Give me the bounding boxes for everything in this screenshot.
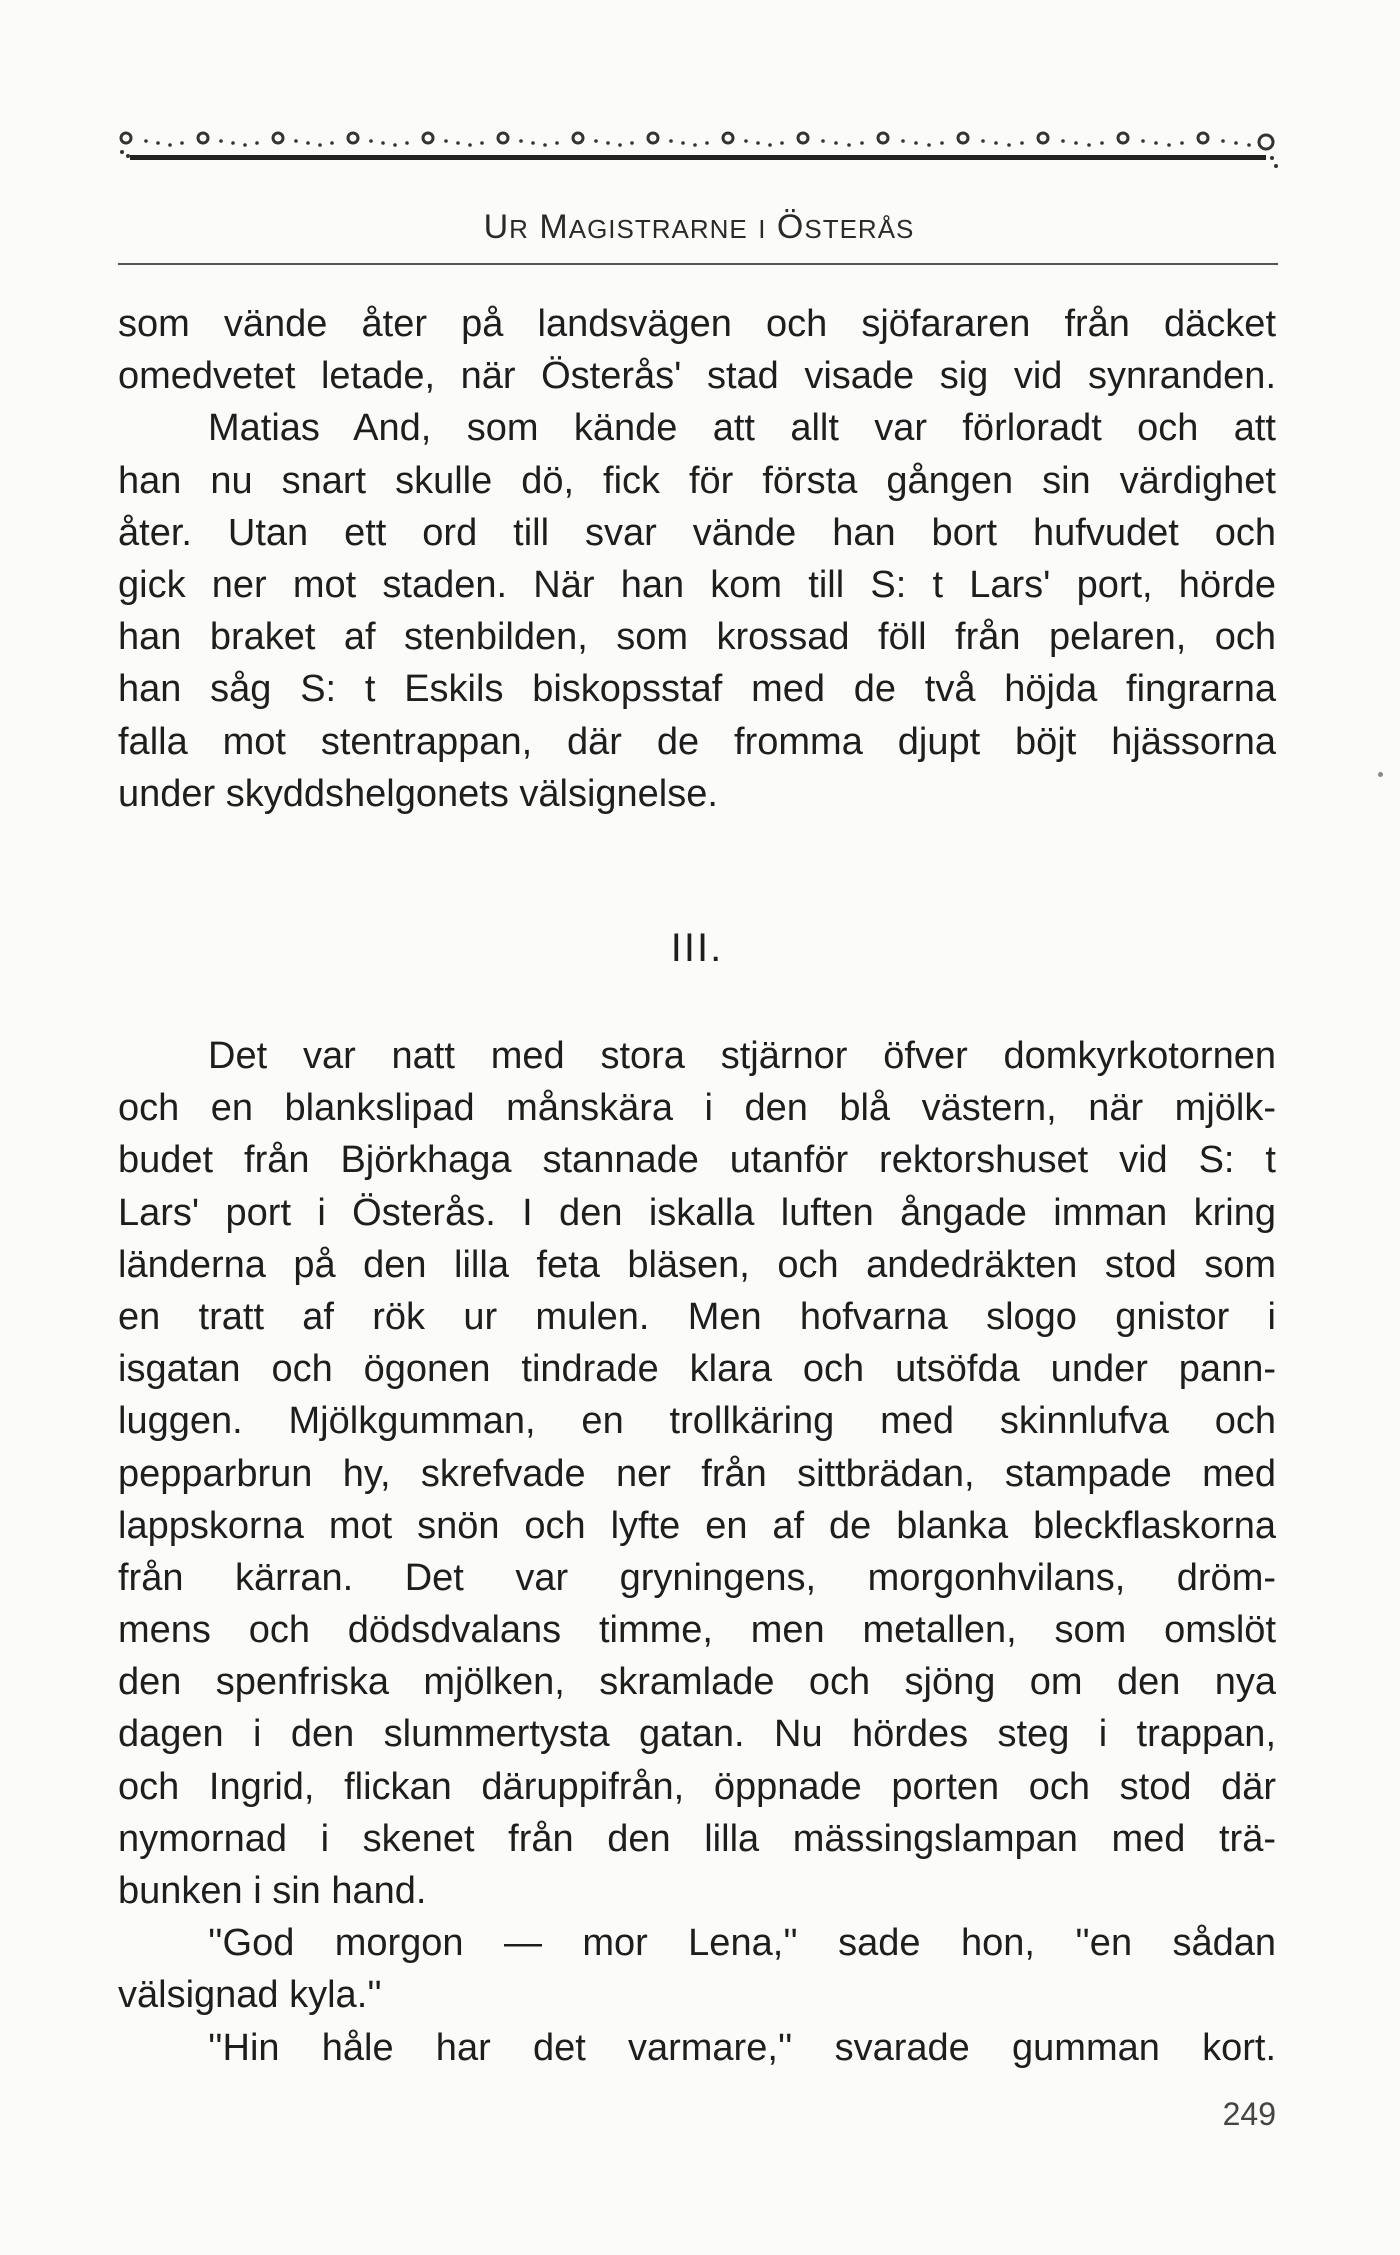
running-head xyxy=(118,208,1280,247)
text-line: han såg S: t Eskils biskopsstaf med de två höjda fingrarna xyxy=(118,668,1276,711)
running-head-cap-u: U xyxy=(483,208,510,246)
dialogue-line: välsignad kyla.'' xyxy=(118,1974,382,2017)
text-line: länderna på den lilla feta bläsen, och andedräkten stod som xyxy=(118,1243,1276,1286)
dialogue-line: ''Hin håle har det varmare,'' svarade gumman kort. xyxy=(208,2026,1276,2069)
text-line: dagen i den slummertysta gatan. Nu hördes steg i trappan, xyxy=(118,1713,1276,1756)
text-line: bunken i sin hand. xyxy=(118,1870,427,1912)
text-line: budet från Björkhaga stannade utanför rektorshuset vid S: t xyxy=(118,1139,1276,1182)
text-line: han braket af stenbilden, som krossad föll från pelaren, och xyxy=(118,616,1276,659)
text-line: omedvetet letade, när Österås' stad visade sig vid synranden. xyxy=(118,355,1276,398)
text-line: nymornad i skenet från den lilla mässingslampan med trä- xyxy=(118,1817,1276,1860)
text-line: pepparbrun hy, skrefvade ner från sittbrädan, stampade med xyxy=(118,1452,1276,1495)
text-line: falla mot stentrappan, där de fromma djupt böjt hjässorna xyxy=(118,720,1276,763)
text-line: från kärran. Det var gryningens, morgonhvilans, dröm- xyxy=(118,1556,1276,1599)
text-line: han nu snart skulle dö, fick för första gången sin värdighet xyxy=(118,459,1276,502)
text-line: under skyddshelgonets välsignelse. xyxy=(118,772,718,815)
text-line: den spenfriska mjölken, skramlade och sjöng om den nya xyxy=(118,1661,1276,1704)
dialogue-line: ''God morgon — mor Lena,'' sade hon, ''en sådan xyxy=(208,1922,1276,1965)
text-line: och en blankslipad månskära i den blå västern, när mjölk- xyxy=(118,1087,1276,1130)
text-line: isgatan och ögonen tindrade klara och utsöfda under pann- xyxy=(118,1348,1276,1391)
ornament-band xyxy=(118,118,1280,178)
text-line: som vände åter på landsvägen och sjöfararen från däcket xyxy=(118,303,1276,345)
running-head-sc-r: R xyxy=(509,214,529,244)
page-number: 249 xyxy=(1222,2096,1276,2132)
running-head-cap-m: M xyxy=(539,208,569,246)
text-line: gick ner mot staden. När han kom till S: t Lars' port, hörde xyxy=(118,563,1276,606)
running-head-cap-o: Ö xyxy=(776,208,805,246)
text-line: luggen. Mjölkgumman, en trollkäring med skinnlufva och xyxy=(118,1400,1276,1443)
text-line: Det var natt med stora stjärnor öfver domkyrkotornen xyxy=(208,1035,1276,1077)
chapter-body xyxy=(118,1030,1276,2074)
text-line: en tratt af rök ur mulen. Men hofvarna slogo gnistor i xyxy=(118,1295,1276,1338)
running-head-sc-steras: STERÅS xyxy=(804,214,915,244)
paragraph-continuation xyxy=(118,298,1276,820)
text-line: mens och dödsdvalans timme, men metallen, som omslöt xyxy=(118,1609,1276,1652)
text-line: Matias And, som kände att allt var förloradt och att xyxy=(208,407,1276,450)
running-head-sc-i: I xyxy=(758,214,767,244)
text-line: åter. Utan ett ord till svar vände han bort hufvudet och xyxy=(118,511,1276,554)
section-heading: III. xyxy=(670,926,724,970)
running-head-sc-agistrarne: AGISTRARNE xyxy=(568,214,748,244)
text-line: och Ingrid, flickan däruppifrån, öppnade porten och stod där xyxy=(118,1765,1276,1808)
text-line: Lars' port i Österås. I den iskalla luften ångade imman kring xyxy=(118,1191,1276,1234)
paper-speck xyxy=(1378,772,1383,777)
header-rule xyxy=(118,263,1278,265)
text-line: lappskorna mot snön och lyfte en af de blanka bleckflaskorna xyxy=(118,1504,1276,1547)
